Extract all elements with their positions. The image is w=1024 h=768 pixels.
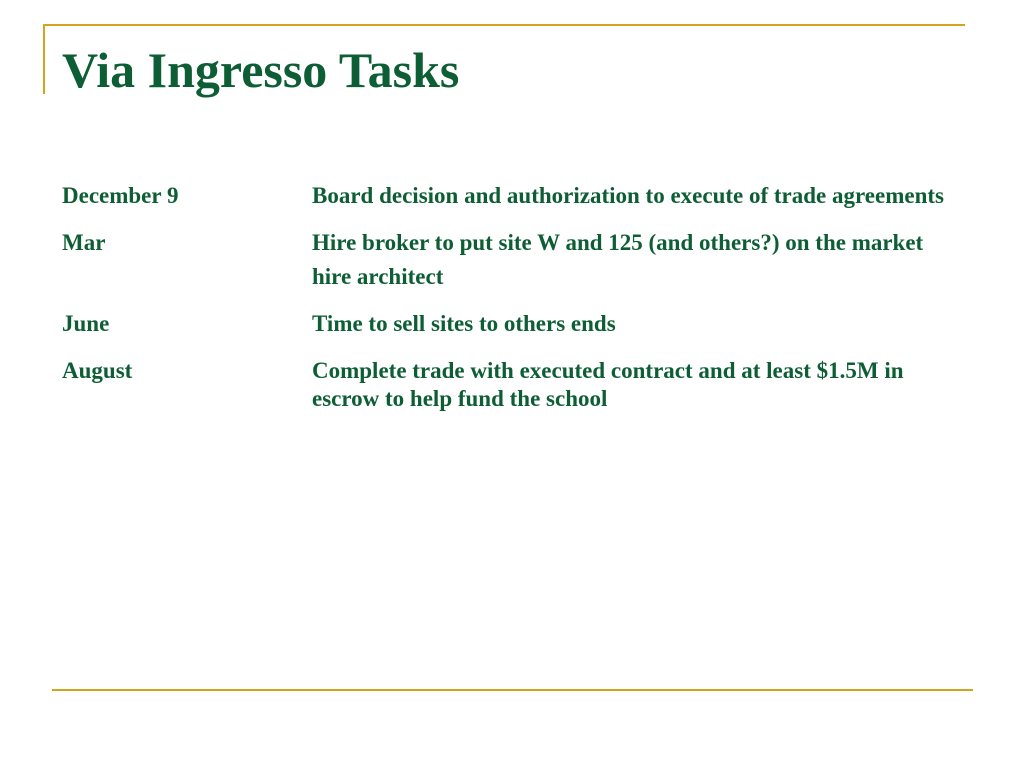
- task-row: [62, 310, 962, 338]
- task-description-line: hire architect: [312, 264, 444, 289]
- task-description-line: Time to sell sites to others ends: [312, 311, 616, 336]
- frame-bottom-line: [52, 689, 973, 691]
- task-description-line: Complete trade with executed contract and at least $1.5M in escrow to help fund the school: [312, 358, 904, 411]
- frame-left-line: [43, 24, 45, 94]
- task-description: [312, 229, 952, 291]
- task-description: [312, 182, 952, 210]
- task-row: [62, 357, 962, 413]
- frame-top-line: [43, 24, 965, 26]
- task-description-line: Hire broker to put site W and 125 (and others?) on the market: [312, 230, 924, 255]
- task-description: [312, 357, 952, 413]
- task-list: [62, 182, 962, 432]
- task-date: December 9: [62, 183, 179, 208]
- task-row: [62, 229, 962, 291]
- task-row: [62, 182, 962, 210]
- task-date: Mar: [62, 230, 106, 255]
- slide-title: Via Ingresso Tasks: [62, 42, 460, 98]
- task-description-line: Board decision and authorization to execute of trade agreements: [312, 183, 944, 208]
- task-date: June: [62, 311, 110, 336]
- task-description: [312, 310, 952, 338]
- task-date: August: [62, 358, 133, 383]
